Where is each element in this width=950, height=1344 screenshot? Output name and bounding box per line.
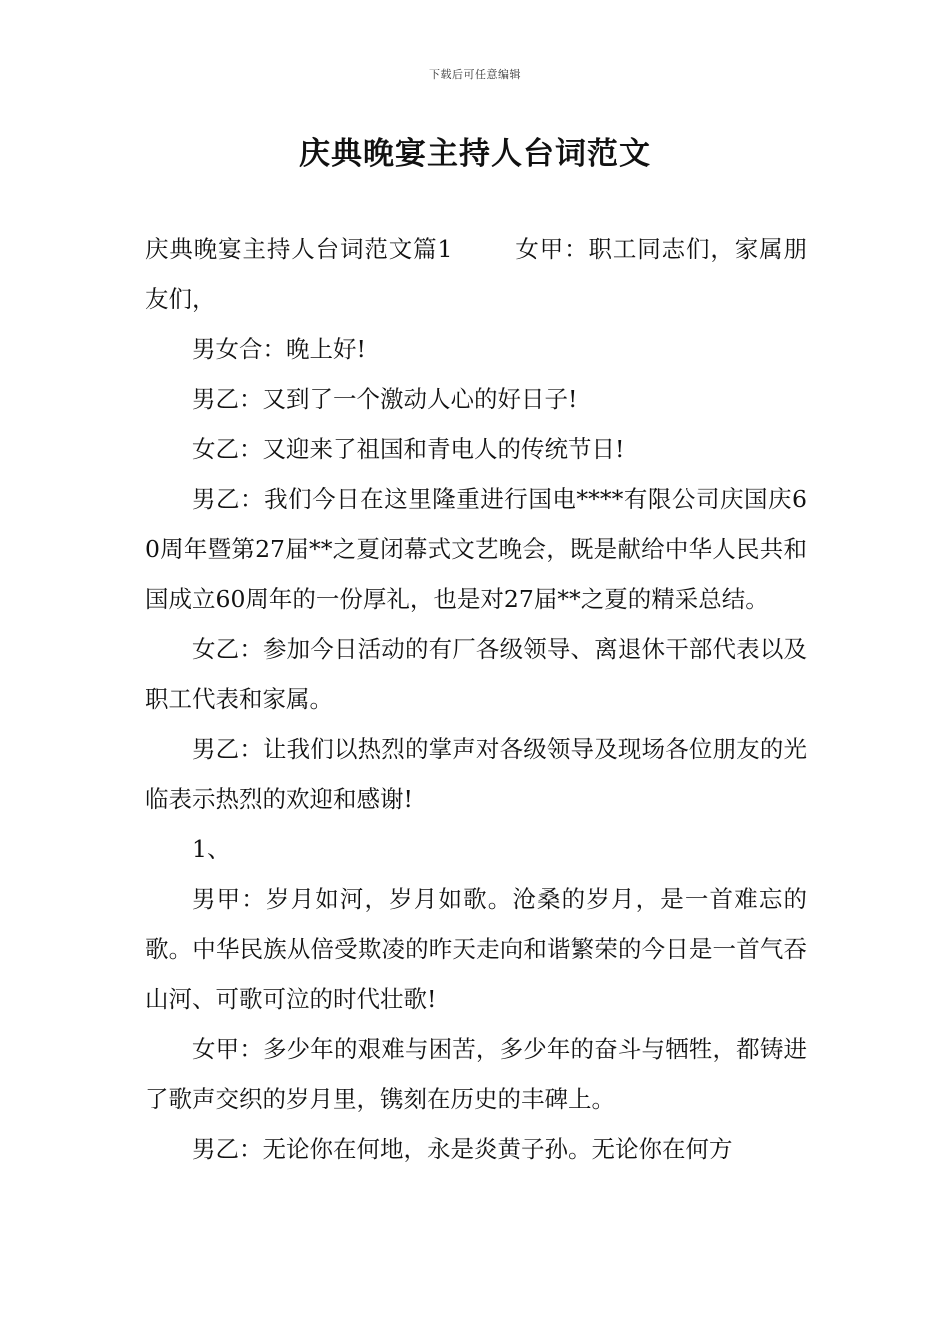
intro-text: 女甲：职工同志们，家属朋友们， xyxy=(145,235,808,313)
intro-paragraph xyxy=(145,224,807,324)
header-note: 下载后可任意编辑 xyxy=(429,68,521,81)
paragraph-welcome: 男乙：让我们以热烈的掌声对各级领导及现场各位朋友的光临表示热烈的欢迎和感谢! xyxy=(145,735,807,813)
paragraph-descendants: 男乙：无论你在何地，永是炎黄子孙。无论你在何方 xyxy=(192,1135,733,1163)
paragraph-good-day: 男乙：又到了一个激动人心的好日子! xyxy=(192,385,578,413)
paragraph-holiday: 女乙：又迎来了祖国和青电人的传统节日! xyxy=(192,435,625,463)
paragraph-years-song: 男甲：岁月如河，岁月如歌。沧桑的岁月，是一首难忘的歌。中华民族从倍受欺凌的昨天走向和谐繁荣的今日是一首气吞山河、可歌可泣的时代壮歌! xyxy=(145,885,807,1013)
document-title: 庆典晚宴主持人台词范文 xyxy=(299,136,651,172)
paragraph-section-number: 1、 xyxy=(192,835,231,863)
section-label: 庆典晚宴主持人台词范文篇1 xyxy=(145,235,453,263)
paragraph-hardship: 女甲：多少年的艰难与困苦，多少年的奋斗与牺牲，都铸进了歌声交织的岁月里，镌刻在历史的丰碑上。 xyxy=(145,1035,807,1113)
paragraph-gala-intro: 男乙：我们今日在这里隆重进行国电****有限公司庆国庆60周年暨第27届**之夏闭幕式文艺晚会，既是献给中华人民共和国成立60周年的一份厚礼，也是对27届**之夏的精采总结。 xyxy=(145,485,807,613)
paragraph-greeting: 男女合：晚上好! xyxy=(192,335,366,363)
document-body xyxy=(145,224,807,1174)
paragraph-attendees: 女乙：参加今日活动的有厂各级领导、离退休干部代表以及职工代表和家属。 xyxy=(145,635,807,713)
